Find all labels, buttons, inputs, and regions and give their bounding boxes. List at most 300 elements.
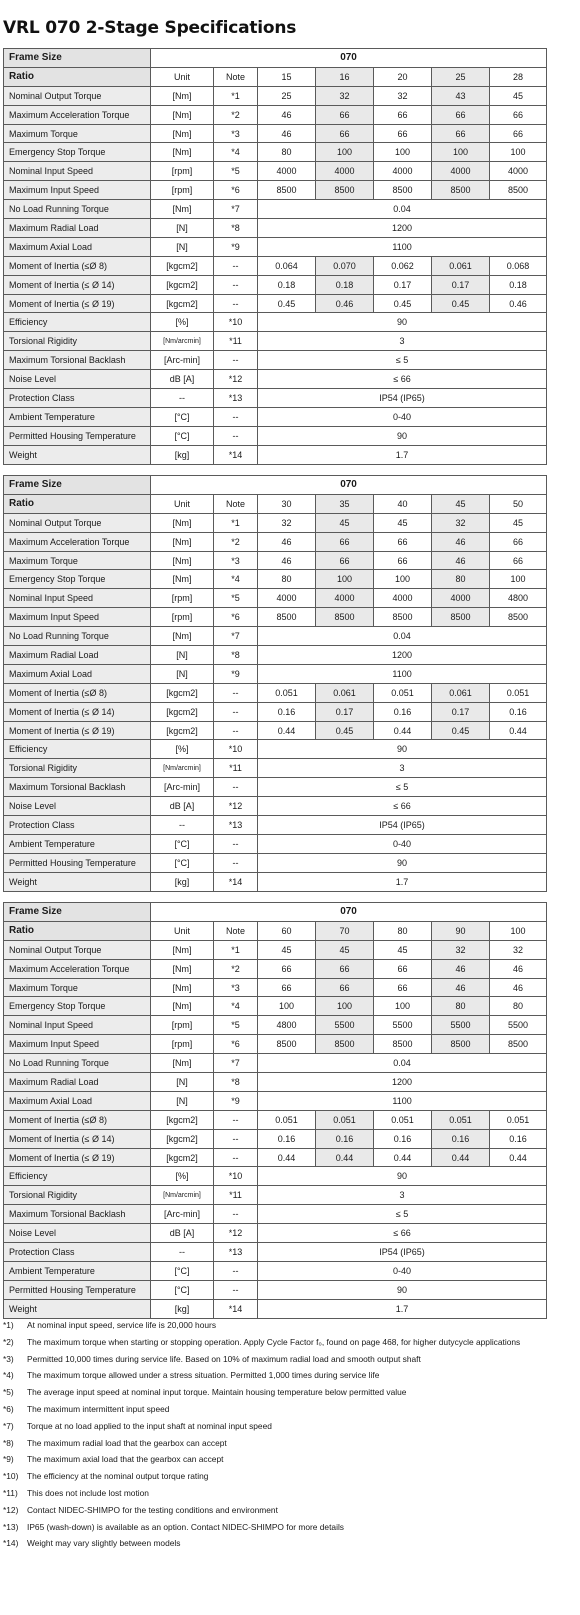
row-value: 0.44 — [258, 1148, 316, 1167]
row-label: Permitted Housing Temperature — [4, 426, 151, 445]
row-value: 5500 — [374, 1016, 432, 1035]
row-value: 0.44 — [374, 1148, 432, 1167]
row-note: *2 — [214, 105, 258, 124]
row-label: Nominal Output Torque — [4, 513, 151, 532]
spec-row — [4, 1054, 547, 1073]
row-value: 0.064 — [258, 256, 316, 275]
row-label: Nominal Output Torque — [4, 940, 151, 959]
row-value: 100 — [316, 997, 374, 1016]
row-unit: [N] — [151, 219, 214, 238]
row-unit: dB [A] — [151, 1224, 214, 1243]
row-unit: [rpm] — [151, 589, 214, 608]
row-note: *14 — [214, 1299, 258, 1318]
row-note: *1 — [214, 86, 258, 105]
row-value: 100 — [432, 143, 490, 162]
row-unit: [rpm] — [151, 608, 214, 627]
spec-row — [4, 759, 547, 778]
spec-row — [4, 275, 547, 294]
footnote-text: The maximum radial load that the gearbox can accept — [27, 1437, 227, 1448]
row-label: Maximum Torque — [4, 124, 151, 143]
row-label: Maximum Torque — [4, 551, 151, 570]
spec-row — [4, 332, 547, 351]
row-value: ≤ 5 — [258, 1205, 547, 1224]
row-label: Weight — [4, 445, 151, 464]
row-value: 32 — [316, 86, 374, 105]
row-unit: [Nm] — [151, 200, 214, 219]
row-value: ≤ 66 — [258, 797, 547, 816]
row-value: 66 — [490, 532, 547, 551]
spec-row — [4, 389, 547, 408]
row-value: 1200 — [258, 219, 547, 238]
row-value: 0.44 — [374, 721, 432, 740]
spec-row — [4, 1148, 547, 1167]
row-note: -- — [214, 1280, 258, 1299]
row-label: Maximum Radial Load — [4, 219, 151, 238]
row-value: 66 — [374, 105, 432, 124]
footnote-mark: *3) — [3, 1353, 14, 1364]
row-value: 5500 — [432, 1016, 490, 1035]
footnote-mark: *7) — [3, 1420, 14, 1431]
row-value: 0.45 — [374, 294, 432, 313]
row-unit: [kgcm2] — [151, 702, 214, 721]
note-header: Note — [214, 921, 258, 940]
row-value: ≤ 5 — [258, 778, 547, 797]
row-label: No Load Running Torque — [4, 627, 151, 646]
row-value: 0.46 — [490, 294, 547, 313]
row-value: 1.7 — [258, 1299, 547, 1318]
row-note: *14 — [214, 445, 258, 464]
row-value: 0.070 — [316, 256, 374, 275]
row-unit: [kgcm2] — [151, 721, 214, 740]
row-value: 0.16 — [258, 702, 316, 721]
row-unit: [Arc-min] — [151, 778, 214, 797]
ratio-value: 70 — [316, 921, 374, 940]
spec-row — [4, 1224, 547, 1243]
row-note: *11 — [214, 759, 258, 778]
row-value: 100 — [490, 143, 547, 162]
row-value: 46 — [258, 551, 316, 570]
row-unit: [Nm] — [151, 627, 214, 646]
row-value: 80 — [432, 997, 490, 1016]
row-unit: [kgcm2] — [151, 294, 214, 313]
row-unit: [rpm] — [151, 1016, 214, 1035]
row-label: Weight — [4, 1299, 151, 1318]
row-value: 8500 — [432, 608, 490, 627]
footnote-mark: *11) — [3, 1487, 18, 1498]
row-unit: [Nm/arcmin] — [151, 1186, 214, 1205]
spec-row — [4, 997, 547, 1016]
spec-row — [4, 797, 547, 816]
row-value: ≤ 66 — [258, 370, 547, 389]
row-note: -- — [214, 294, 258, 313]
row-unit: [%] — [151, 740, 214, 759]
row-label: Noise Level — [4, 797, 151, 816]
row-label: Maximum Torsional Backlash — [4, 351, 151, 370]
row-note: -- — [214, 351, 258, 370]
spec-row — [4, 445, 547, 464]
frame-size-value: 070 — [151, 49, 547, 68]
footnote — [3, 1538, 563, 1549]
row-value: ≤ 5 — [258, 351, 547, 370]
row-value: 8500 — [490, 1035, 547, 1054]
row-unit: [Nm] — [151, 959, 214, 978]
row-value: 1100 — [258, 664, 547, 683]
row-unit: [Nm] — [151, 532, 214, 551]
frame-size-value: 070 — [151, 476, 547, 495]
row-unit: [°C] — [151, 853, 214, 872]
spec-row — [4, 834, 547, 853]
row-value: 66 — [374, 124, 432, 143]
row-label: Moment of Inertia (≤ Ø 14) — [4, 1129, 151, 1148]
row-value: 66 — [316, 978, 374, 997]
row-label: Torsional Rigidity — [4, 332, 151, 351]
spec-row — [4, 872, 547, 891]
ratio-value: 35 — [316, 494, 374, 513]
row-unit: [kgcm2] — [151, 683, 214, 702]
row-unit: [kgcm2] — [151, 275, 214, 294]
footnote — [3, 1337, 563, 1348]
row-value: 66 — [316, 959, 374, 978]
row-label: Maximum Torsional Backlash — [4, 1205, 151, 1224]
row-value: 0.45 — [258, 294, 316, 313]
row-value: 8500 — [374, 608, 432, 627]
row-value: 100 — [490, 570, 547, 589]
spec-row — [4, 1110, 547, 1129]
footnote — [3, 1454, 563, 1465]
row-note: *6 — [214, 1035, 258, 1054]
row-value: 0.18 — [258, 275, 316, 294]
row-note: *5 — [214, 589, 258, 608]
row-value: 0.17 — [316, 702, 374, 721]
row-value: 66 — [490, 124, 547, 143]
footnote — [3, 1404, 563, 1415]
row-label: Emergency Stop Torque — [4, 997, 151, 1016]
spec-row — [4, 370, 547, 389]
row-label: Maximum Axial Load — [4, 237, 151, 256]
row-unit: [kgcm2] — [151, 1148, 214, 1167]
row-note: *3 — [214, 551, 258, 570]
row-note: -- — [214, 778, 258, 797]
row-value: 46 — [258, 532, 316, 551]
row-value: 66 — [374, 551, 432, 570]
spec-row — [4, 407, 547, 426]
spec-row — [4, 181, 547, 200]
spec-row — [4, 589, 547, 608]
ratio-value: 25 — [432, 67, 490, 86]
row-label: Noise Level — [4, 370, 151, 389]
row-note: *9 — [214, 664, 258, 683]
spec-row — [4, 978, 547, 997]
row-note: *13 — [214, 1243, 258, 1262]
row-note: -- — [214, 275, 258, 294]
row-unit: [N] — [151, 664, 214, 683]
row-unit: [Nm/arcmin] — [151, 332, 214, 351]
row-note: *12 — [214, 1224, 258, 1243]
row-unit: [N] — [151, 237, 214, 256]
row-unit: [kg] — [151, 872, 214, 891]
row-value: 0.46 — [316, 294, 374, 313]
row-note: -- — [214, 721, 258, 740]
spec-row — [4, 1205, 547, 1224]
row-label: Maximum Input Speed — [4, 1035, 151, 1054]
row-value: 66 — [374, 978, 432, 997]
footnote-mark: *12) — [3, 1504, 19, 1515]
spec-row — [4, 570, 547, 589]
row-value: 46 — [432, 532, 490, 551]
row-value: 45 — [258, 940, 316, 959]
row-value: 46 — [258, 105, 316, 124]
spec-row — [4, 1035, 547, 1054]
row-value: 0.16 — [490, 1129, 547, 1148]
footnotes — [3, 1320, 563, 1555]
spec-row — [4, 313, 547, 332]
row-unit: dB [A] — [151, 370, 214, 389]
row-label: Maximum Torsional Backlash — [4, 778, 151, 797]
row-label: Moment of Inertia (≤ Ø 19) — [4, 1148, 151, 1167]
row-value: 4800 — [258, 1016, 316, 1035]
row-note: *5 — [214, 1016, 258, 1035]
ratio-value: 28 — [490, 67, 547, 86]
row-value: 0.051 — [258, 683, 316, 702]
row-value: 4000 — [490, 162, 547, 181]
row-label: Ambient Temperature — [4, 407, 151, 426]
row-note: *10 — [214, 313, 258, 332]
row-note: *12 — [214, 370, 258, 389]
ratio-value: 50 — [490, 494, 547, 513]
row-value: 66 — [432, 105, 490, 124]
spec-row — [4, 683, 547, 702]
row-value: 3 — [258, 332, 547, 351]
row-label: Maximum Acceleration Torque — [4, 532, 151, 551]
row-value: 0.44 — [316, 1148, 374, 1167]
row-value: 0.45 — [432, 294, 490, 313]
row-label: Moment of Inertia (≤ Ø 14) — [4, 275, 151, 294]
row-value: 8500 — [432, 1035, 490, 1054]
row-label: Maximum Radial Load — [4, 646, 151, 665]
row-value: 0.051 — [258, 1110, 316, 1129]
frame-size-label: Frame Size — [4, 476, 151, 495]
row-value: 90 — [258, 1167, 547, 1186]
row-value: 66 — [490, 105, 547, 124]
row-value: 66 — [258, 959, 316, 978]
row-note: *6 — [214, 608, 258, 627]
row-unit: [%] — [151, 313, 214, 332]
footnote-mark: *5) — [3, 1387, 14, 1398]
row-value: 45 — [316, 513, 374, 532]
footnote-text: This does not include lost motion — [27, 1487, 149, 1498]
row-value: 43 — [432, 86, 490, 105]
spec-row — [4, 124, 547, 143]
spec-row — [4, 86, 547, 105]
row-label: Protection Class — [4, 389, 151, 408]
spec-row — [4, 1016, 547, 1035]
frame-size-label: Frame Size — [4, 49, 151, 68]
row-value: 0.44 — [490, 1148, 547, 1167]
ratio-value: 30 — [258, 494, 316, 513]
row-unit: -- — [151, 389, 214, 408]
row-value: 8500 — [316, 1035, 374, 1054]
row-value: 32 — [258, 513, 316, 532]
footnote — [3, 1438, 563, 1449]
row-value: 0.051 — [316, 1110, 374, 1129]
row-value: 8500 — [490, 181, 547, 200]
spec-row — [4, 1186, 547, 1205]
spec-row — [4, 219, 547, 238]
spec-row — [4, 646, 547, 665]
row-note: *7 — [214, 200, 258, 219]
spec-row — [4, 426, 547, 445]
row-label: Maximum Input Speed — [4, 608, 151, 627]
row-label: Moment of Inertia (≤Ø 8) — [4, 256, 151, 275]
spec-row — [4, 740, 547, 759]
row-value: 32 — [432, 513, 490, 532]
row-unit: [Arc-min] — [151, 351, 214, 370]
footnote — [3, 1421, 563, 1432]
row-value: 80 — [258, 143, 316, 162]
row-value: 8500 — [374, 181, 432, 200]
row-value: 80 — [258, 570, 316, 589]
row-note: -- — [214, 1129, 258, 1148]
row-unit: [Nm] — [151, 86, 214, 105]
footnote-mark: *4) — [3, 1370, 14, 1381]
row-value: 0.18 — [490, 275, 547, 294]
row-value: 45 — [490, 86, 547, 105]
ratio-label: Ratio — [4, 921, 151, 940]
row-value: 8500 — [258, 608, 316, 627]
spec-row — [4, 664, 547, 683]
row-value: 66 — [490, 551, 547, 570]
row-label: Noise Level — [4, 1224, 151, 1243]
row-value: 1.7 — [258, 445, 547, 464]
row-label: Efficiency — [4, 1167, 151, 1186]
row-value: 0.051 — [374, 1110, 432, 1129]
row-unit: [rpm] — [151, 181, 214, 200]
row-value: 0.45 — [316, 721, 374, 740]
spec-row — [4, 816, 547, 835]
row-value: 8500 — [258, 1035, 316, 1054]
row-value: 0.061 — [432, 256, 490, 275]
row-value: 1200 — [258, 1073, 547, 1092]
spec-row — [4, 105, 547, 124]
row-unit: dB [A] — [151, 797, 214, 816]
row-note: *11 — [214, 1186, 258, 1205]
row-value: 66 — [316, 551, 374, 570]
row-unit: [N] — [151, 646, 214, 665]
spec-row — [4, 627, 547, 646]
row-note: -- — [214, 853, 258, 872]
row-label: Nominal Output Torque — [4, 86, 151, 105]
row-value: 0.16 — [432, 1129, 490, 1148]
row-label: Ambient Temperature — [4, 834, 151, 853]
row-value: 0.16 — [490, 702, 547, 721]
row-note: *4 — [214, 570, 258, 589]
row-unit: [Nm] — [151, 940, 214, 959]
ratio-value: 80 — [374, 921, 432, 940]
row-value: 32 — [490, 940, 547, 959]
row-value: 8500 — [374, 1035, 432, 1054]
row-label: Maximum Axial Load — [4, 664, 151, 683]
row-note: *3 — [214, 978, 258, 997]
footnote-text: The maximum intermittent input speed — [27, 1403, 170, 1414]
row-value: 1100 — [258, 1091, 547, 1110]
row-value: 0.16 — [374, 702, 432, 721]
row-value: 90 — [258, 1280, 547, 1299]
row-note: *13 — [214, 389, 258, 408]
row-value: 0.16 — [316, 1129, 374, 1148]
row-label: Maximum Axial Load — [4, 1091, 151, 1110]
footnote-text: At nominal input speed, service life is 20,000 hours — [27, 1320, 217, 1330]
row-value: ≤ 66 — [258, 1224, 547, 1243]
row-value: 66 — [432, 124, 490, 143]
row-value: 0.18 — [316, 275, 374, 294]
row-value: 0-40 — [258, 834, 547, 853]
row-note: *4 — [214, 997, 258, 1016]
row-value: 0.051 — [432, 1110, 490, 1129]
row-unit: [kgcm2] — [151, 256, 214, 275]
row-label: Maximum Acceleration Torque — [4, 105, 151, 124]
spec-row — [4, 608, 547, 627]
row-value: 46 — [432, 551, 490, 570]
row-value: 0.04 — [258, 627, 547, 646]
row-note: *13 — [214, 816, 258, 835]
row-value: 0.051 — [490, 683, 547, 702]
row-value: 0.061 — [316, 683, 374, 702]
row-note: *2 — [214, 532, 258, 551]
row-value: 5500 — [316, 1016, 374, 1035]
footnote-text: The maximum torque allowed under a stress situation. Permitted 1,000 times during service life — [27, 1370, 380, 1381]
ratio-value: 20 — [374, 67, 432, 86]
row-label: Torsional Rigidity — [4, 1186, 151, 1205]
row-value: 46 — [432, 959, 490, 978]
frame-size-label: Frame Size — [4, 903, 151, 922]
row-value: 90 — [258, 853, 547, 872]
footnote-text: Contact NIDEC-SHIMPO for the testing conditions and environment — [27, 1504, 278, 1515]
footnote-mark: *10) — [3, 1471, 19, 1482]
footnote-text: Weight may vary slightly between models — [27, 1538, 181, 1549]
row-unit: [Nm] — [151, 551, 214, 570]
row-value: 4000 — [374, 589, 432, 608]
ratio-value: 16 — [316, 67, 374, 86]
row-value: 0.44 — [490, 721, 547, 740]
page-title: VRL 070 2-Stage Specifications — [3, 18, 297, 38]
row-value: 32 — [432, 940, 490, 959]
row-value: 90 — [258, 740, 547, 759]
spec-row — [4, 1129, 547, 1148]
row-note: *7 — [214, 627, 258, 646]
footnote-mark: *14) — [3, 1538, 19, 1549]
row-value: 8500 — [432, 181, 490, 200]
row-value: 46 — [432, 978, 490, 997]
row-value: 66 — [258, 978, 316, 997]
row-value: 100 — [258, 997, 316, 1016]
row-unit: [°C] — [151, 1261, 214, 1280]
spec-row — [4, 721, 547, 740]
row-label: Nominal Input Speed — [4, 162, 151, 181]
ratio-label: Ratio — [4, 67, 151, 86]
spec-row — [4, 1091, 547, 1110]
row-value: 1.7 — [258, 872, 547, 891]
row-value: 66 — [316, 532, 374, 551]
spec-table — [3, 48, 547, 465]
row-label: Protection Class — [4, 1243, 151, 1262]
footnote — [3, 1505, 563, 1516]
row-note: -- — [214, 407, 258, 426]
row-value: 0.051 — [490, 1110, 547, 1129]
row-label: Protection Class — [4, 816, 151, 835]
row-label: Emergency Stop Torque — [4, 143, 151, 162]
row-unit: [Nm] — [151, 105, 214, 124]
row-note: *1 — [214, 940, 258, 959]
